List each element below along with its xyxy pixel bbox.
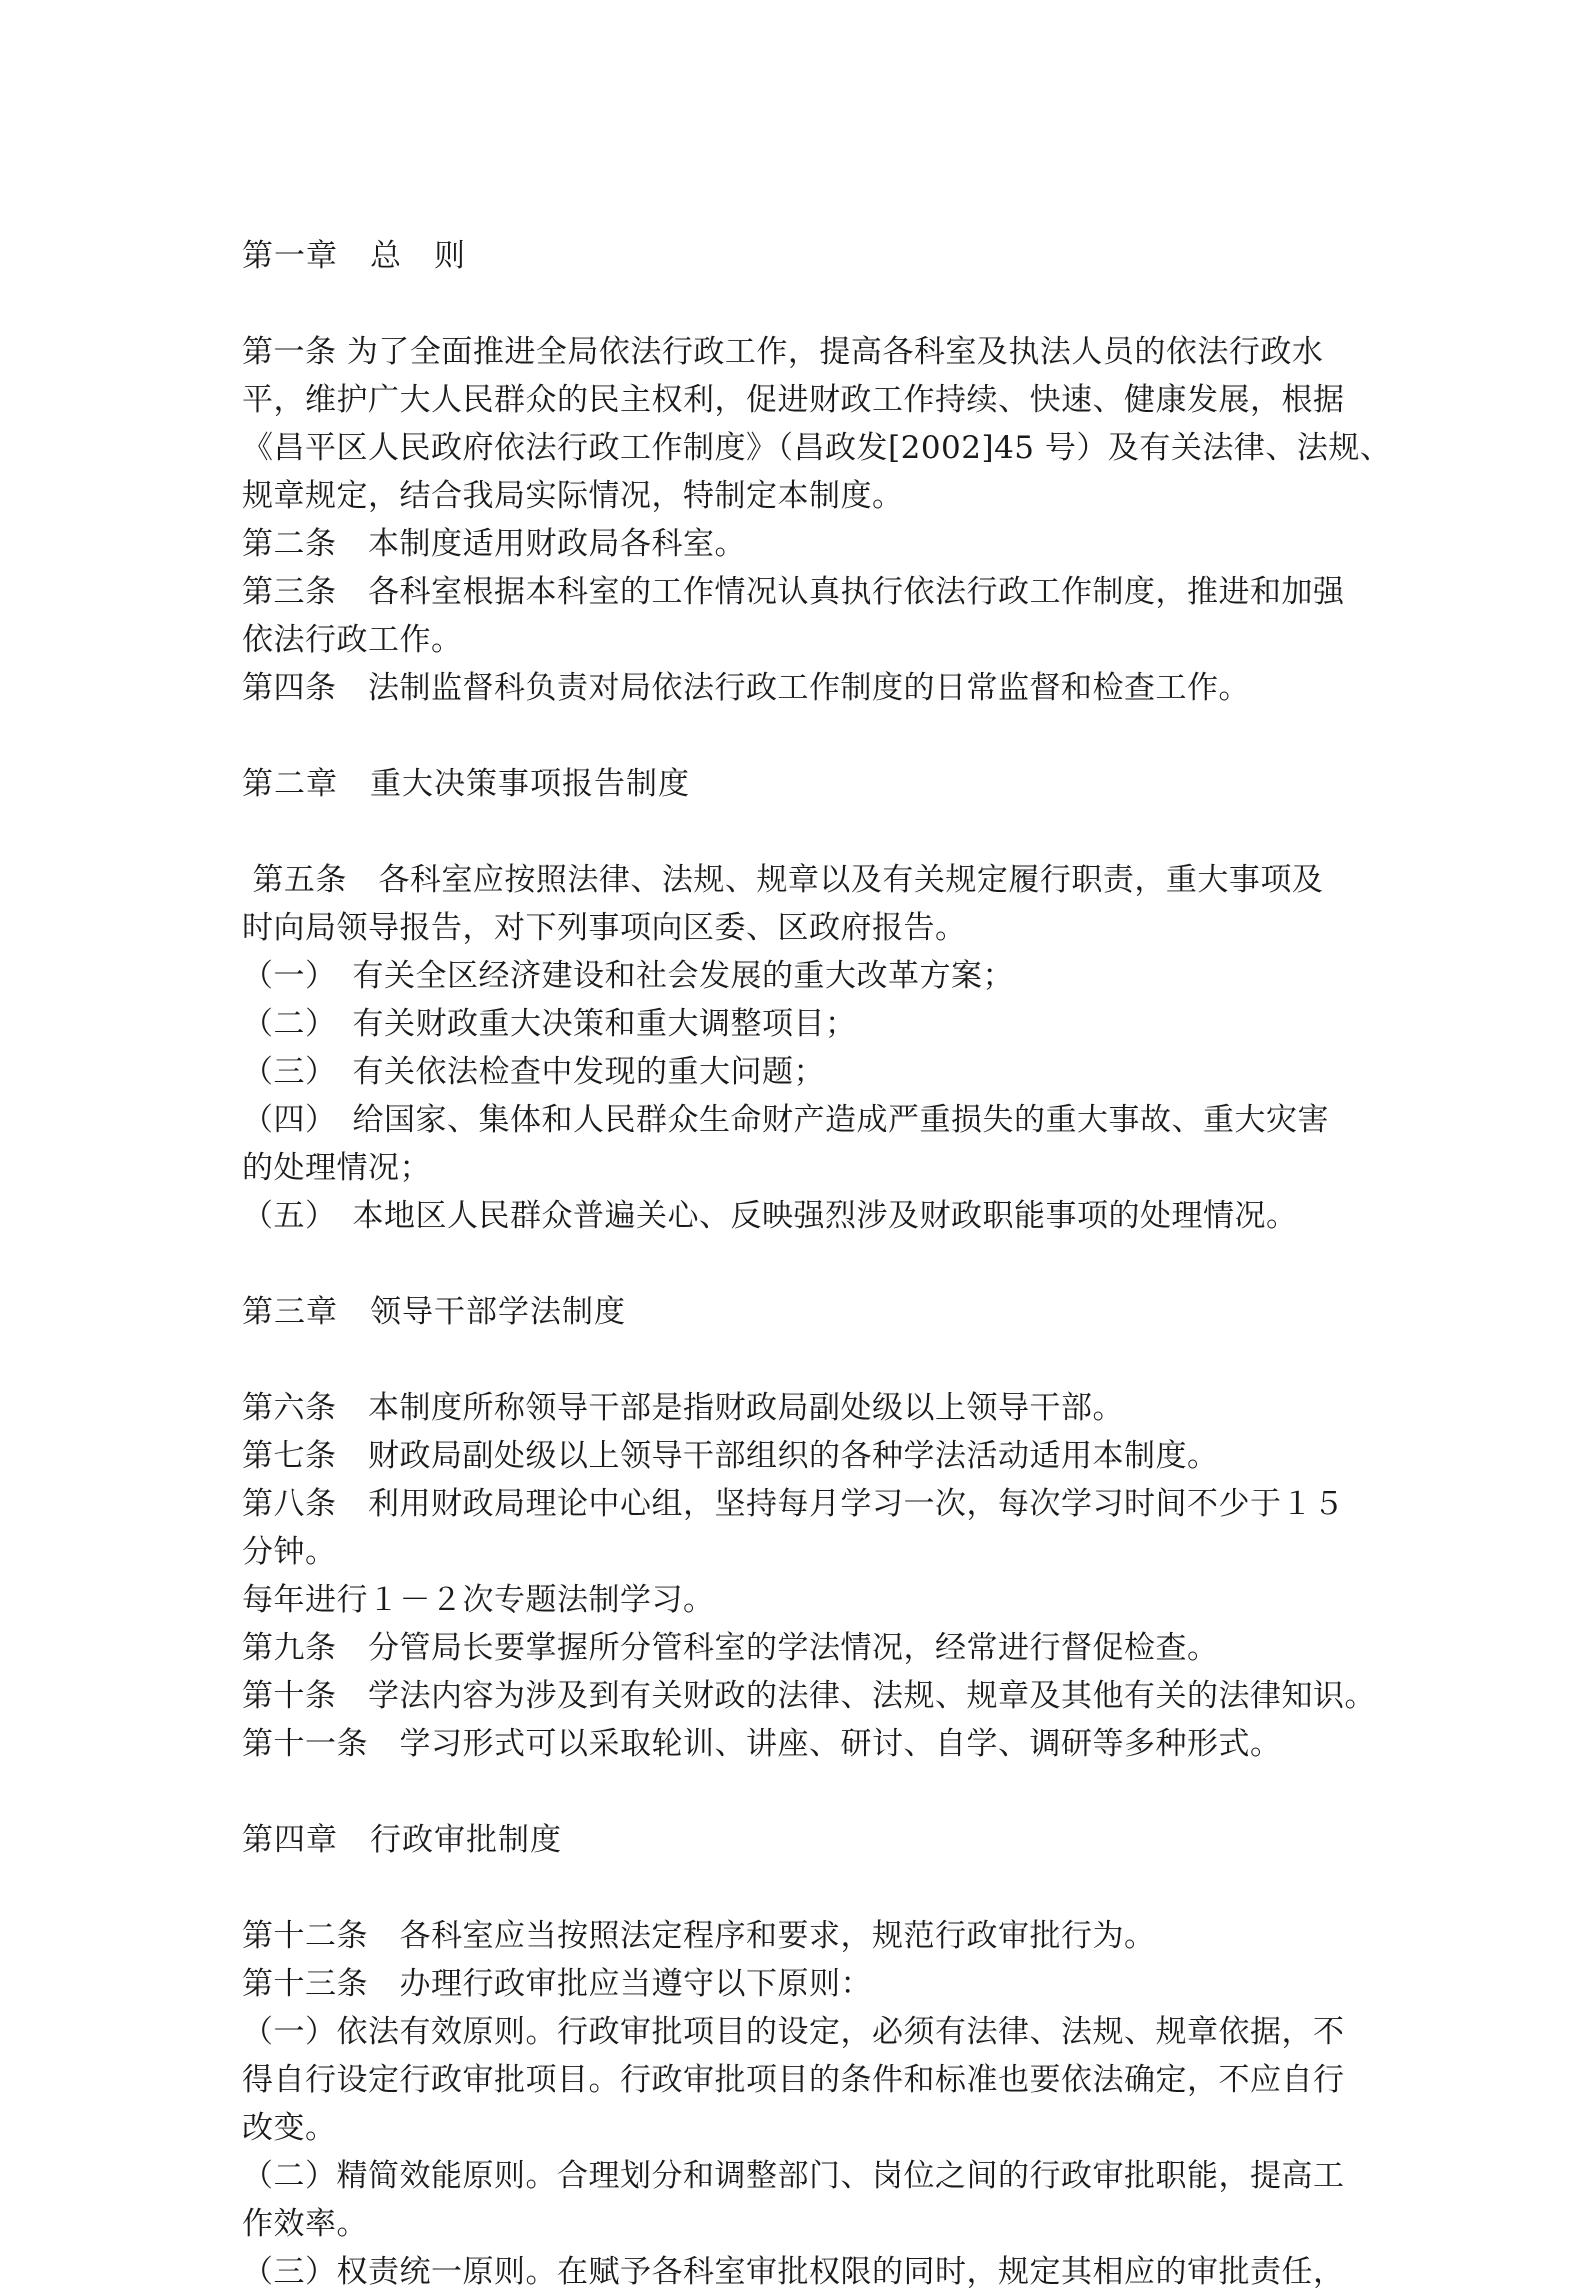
blank-line: [242, 1240, 1357, 1288]
chapter-2-title: 第二章 重大决策事项报告制度: [242, 766, 690, 802]
ch2-line-3: （一） 有关全区经济建设和社会发展的重大改革方案；: [242, 958, 1014, 994]
blank-line: [242, 808, 1357, 856]
ch1-line-8: 第四条 法制监督科负责对局依法行政工作制度的日常监督和检查工作。: [242, 670, 1250, 706]
ch3-line-8: 第十一条 学习形式可以采取轮训、讲座、研讨、自学、调研等多种形式。: [242, 1726, 1282, 1762]
blank-line: [242, 712, 1357, 760]
document-body: [242, 232, 1392, 2296]
ch1-line-7: 依法行政工作。: [242, 622, 463, 658]
ch3-line-5: 每年进行１－２次专题法制学习。: [242, 1582, 715, 1618]
ch3-line-6: 第九条 分管局长要掌握所分管科室的学法情况，经常进行督促检查。: [242, 1630, 1219, 1666]
ch4-line-2: 第十三条 办理行政审批应当遵守以下原则：: [242, 1966, 872, 2002]
ch1-line-6: 第三条 各科室根据本科室的工作情况认真执行依法行政工作制度，推进和加强: [242, 574, 1345, 610]
chapter-4-title: 第四章 行政审批制度: [242, 1822, 562, 1858]
ch2-line-2: 时向局领导报告，对下列事项向区委、区政府报告。: [242, 910, 967, 946]
ch1-line-2: 平，维护广大人民群众的民主权利，促进财政工作持续、快速、健康发展，根据: [242, 382, 1345, 418]
ch4-line-1: 第十二条 各科室应当按照法定程序和要求，规范行政审批行为。: [242, 1918, 1156, 1954]
ch4-line-7: 作效率。: [242, 2206, 368, 2242]
ch3-line-1: 第六条 本制度所称领导干部是指财政局副处级以上领导干部。: [242, 1390, 1124, 1426]
ch2-line-1: 第五条 各科室应按照法律、法规、规章以及有关规定履行职责，重大事项及: [242, 862, 1324, 898]
ch2-line-7: 的处理情况；: [242, 1150, 431, 1186]
ch1-line-4: 规章规定，结合我局实际情况，特制定本制度。: [242, 478, 904, 514]
blank-line: [242, 280, 1357, 328]
ch4-line-5: 改变。: [242, 2110, 337, 2146]
ch2-line-5: （三） 有关依法检查中发现的重大问题；: [242, 1054, 825, 1090]
ch4-line-3: （一）依法有效原则。行政审批项目的设定，必须有法律、法规、规章依据，不: [242, 2014, 1345, 2050]
ch1-line-3: 《昌平区人民政府依法行政工作制度》（昌政发[2002]45 号）及有关法律、法规、: [242, 430, 1392, 466]
ch4-line-6: （二）精简效能原则。合理划分和调整部门、岗位之间的行政审批职能，提高工: [242, 2158, 1345, 2194]
ch3-line-7: 第十条 学法内容为涉及到有关财政的法律、法规、规章及其他有关的法律知识。: [242, 1678, 1376, 1714]
ch2-line-6: （四） 给国家、集体和人民群众生命财产造成严重损失的重大事故、重大灾害: [242, 1102, 1329, 1138]
blank-line: [242, 1768, 1357, 1816]
ch4-line-4: 得自行设定行政审批项目。行政审批项目的条件和标准也要依法确定，不应自行: [242, 2062, 1345, 2098]
ch4-line-8: （三）权责统一原则。在赋予各科室审批权限的同时，规定其相应的审批责任，: [242, 2254, 1345, 2290]
blank-line: [242, 1864, 1357, 1912]
ch1-line-5: 第二条 本制度适用财政局各科室。: [242, 526, 746, 562]
chapter-1-title: 第一章 总 则: [242, 238, 466, 274]
ch3-line-3: 第八条 利用财政局理论中心组，坚持每月学习一次，每次学习时间不少于１５: [242, 1486, 1345, 1522]
ch2-line-8: （五） 本地区人民群众普遍关心、反映强烈涉及财政职能事项的处理情况。: [242, 1198, 1298, 1234]
ch3-line-4: 分钟。: [242, 1534, 337, 1570]
ch3-line-2: 第七条 财政局副处级以上领导干部组织的各种学法活动适用本制度。: [242, 1438, 1219, 1474]
chapter-3-title: 第三章 领导干部学法制度: [242, 1294, 626, 1330]
ch2-line-4: （二） 有关财政重大决策和重大调整项目；: [242, 1006, 857, 1042]
ch1-line-1: 第一条 为了全面推进全局依法行政工作，提高各科室及执法人员的依法行政水: [242, 334, 1324, 370]
blank-line: [242, 1336, 1357, 1384]
